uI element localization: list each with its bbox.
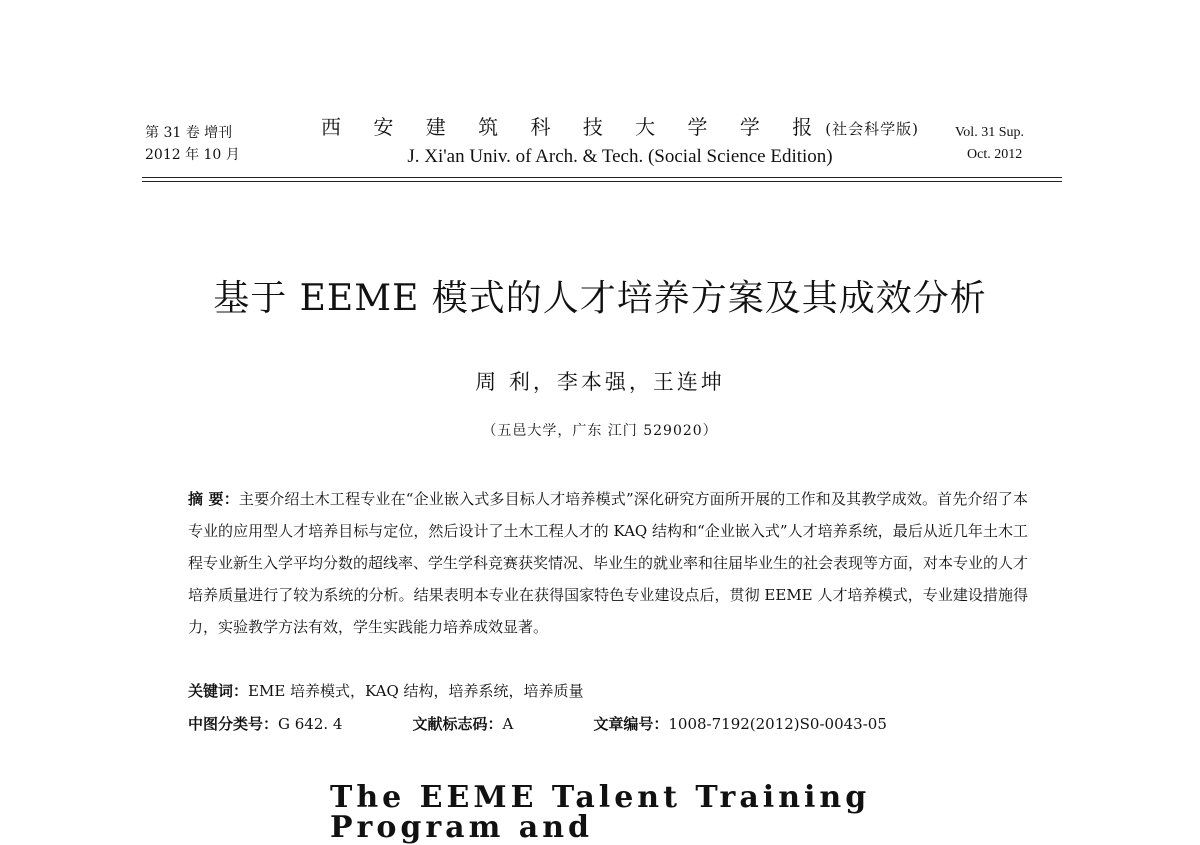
doc-code-label: 文献标志码： xyxy=(412,715,503,733)
classification-line xyxy=(188,713,1088,735)
header-rule-thick xyxy=(142,177,1062,178)
clc-label: 中图分类号： xyxy=(188,715,279,733)
issue-info-en xyxy=(955,122,1024,166)
volume-issue-en: Vol. 31 Sup. xyxy=(955,125,1024,140)
journal-name-cn-main: 西 安 建 筑 科 技 大 学 学 报 xyxy=(321,115,826,139)
doc-code-value: A xyxy=(502,715,514,733)
journal-name-en: J. Xi'an Univ. of Arch. & Tech. (Social Science Edition) xyxy=(407,146,833,167)
journal-name-cn xyxy=(300,114,940,142)
volume-issue-cn: 第 31 卷 增刊 xyxy=(145,125,233,141)
article-no-value: 1008-7192(2012)S0-0043-05 xyxy=(668,715,887,733)
article-title: 基于 EEME 模式的人才培养方案及其成效分析 xyxy=(213,278,987,319)
header-rule-thin xyxy=(142,181,1062,182)
author-affiliation: （五邑大学，广东 江门 529020） xyxy=(482,423,718,439)
journal-name-cn-suffix: (社会科学版) xyxy=(825,120,919,138)
article-no-label: 文章编号： xyxy=(593,715,669,733)
journal-name xyxy=(300,114,940,170)
abstract-text: 主要介绍土木工程专业在“企业嵌入式多目标人才培养模式”深化研究方面所开展的工作和及其教学成效。首先介绍了本专业的应用型人才培养目标与定位，然后设计了土木工程人才的 KAQ 结构和“企业嵌入式”人才培养系统，最后从近几年土木工程专业新生入学平均分数的超线率、学生学科竞赛获奖情况、毕业生的就业率和往届毕业生的社会表现等方面，对本专业的人才培养质量进行了较为系统的分析。结果表明本专业在获得国家特色专业建设点后，贯彻 EEME 人才培养模式，专业建设措施得力，实验教学方法有效，学生实践能力培养成效显著。 xyxy=(188,490,1029,636)
date-en: Oct. 2012 xyxy=(967,147,1023,162)
english-title-partial: The EEME Talent Training Program and xyxy=(330,780,871,845)
keywords-label: 关键词： xyxy=(188,682,249,700)
abstract xyxy=(188,483,1028,643)
clc-value: G 642. 4 xyxy=(278,715,343,733)
issue-info-cn xyxy=(145,122,240,166)
keywords-text: EME 培养模式，KAQ 结构，培养系统，培养质量 xyxy=(248,682,584,700)
article-authors: 周 利，李本强，王连坤 xyxy=(475,370,725,394)
keywords xyxy=(188,680,584,702)
date-cn: 2012 年 10 月 xyxy=(145,147,240,163)
abstract-label: 摘 要： xyxy=(188,490,239,508)
